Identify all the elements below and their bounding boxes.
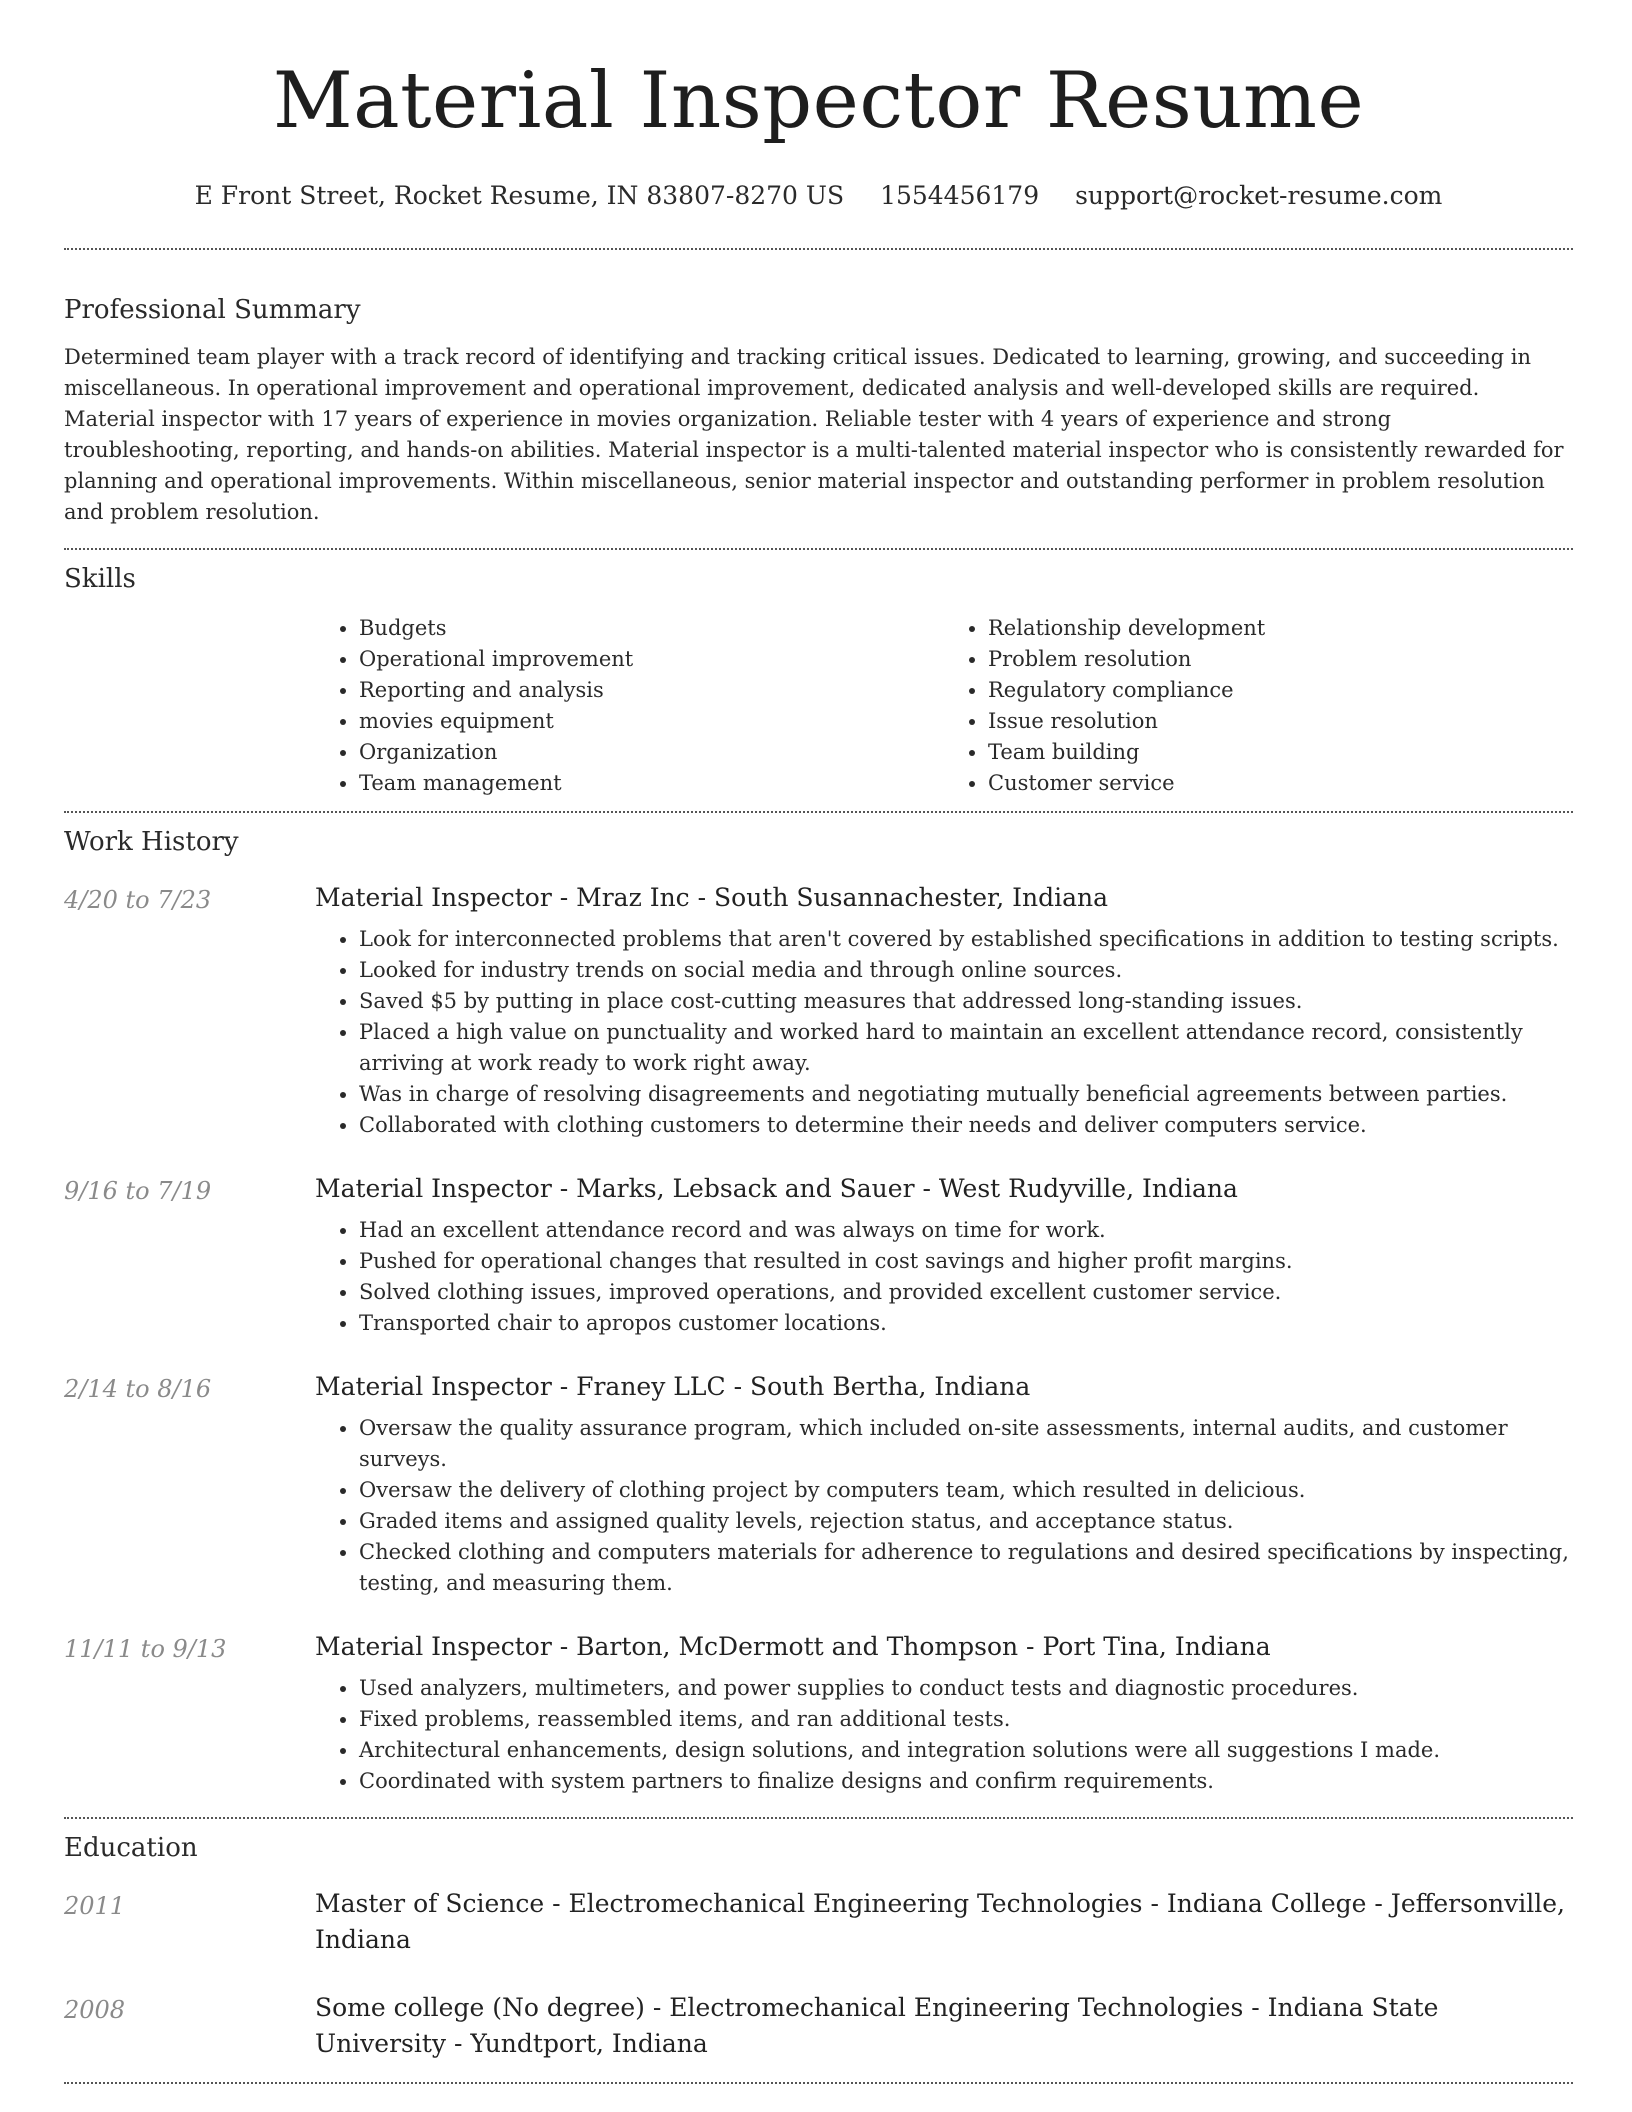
divider (64, 2082, 1573, 2084)
job-body (315, 1171, 1573, 1339)
job-body (315, 880, 1573, 1141)
job-bullet: • Coordinated with system partners to finalize designs and confirm requirements. (359, 1766, 1573, 1797)
skill-item: • movies equipment (359, 706, 944, 737)
skill-item: • Team building (988, 737, 1573, 768)
skills-list (315, 613, 1573, 799)
job-entry (64, 1171, 1573, 1339)
job-bullet: • Used analyzers, multimeters, and power supplies to conduct tests and diagnostic procedures. (359, 1673, 1573, 1704)
education-date: 2011 (64, 1892, 126, 1920)
job-bullet: • Had an excellent attendance record and was always on time for work. (359, 1215, 1573, 1246)
education-entry (64, 1886, 1573, 1958)
education-entry (64, 1990, 1573, 2062)
job-bullet: • Collaborated with clothing customers to determine their needs and deliver computers service. (359, 1110, 1573, 1141)
resume-page (64, 0, 1573, 2084)
job-body (315, 1369, 1573, 1599)
skill-item: • Regulatory compliance (988, 675, 1573, 706)
skill-item: • Relationship development (988, 613, 1573, 644)
contact-line (64, 176, 1573, 216)
skill-item: • Customer service (988, 768, 1573, 799)
skill-item: • Issue resolution (988, 706, 1573, 737)
skill-item: • Operational improvement (359, 644, 944, 675)
divider (64, 548, 1573, 550)
job-bullet: • Placed a high value on punctuality and worked hard to maintain an excellent attendance record, consistently arriving at work ready to work right away. (359, 1017, 1573, 1079)
job-bullet: • Saved $5 by putting in place cost-cutting measures that addressed long-standing issues. (359, 986, 1573, 1017)
job-bullet: • Fixed problems, reassembled items, and ran additional tests. (359, 1704, 1573, 1735)
skill-item: • Team management (359, 768, 944, 799)
job-title: Material Inspector - Mraz Inc - South Susannachester, Indiana (315, 883, 1109, 912)
job-bullets (315, 1413, 1573, 1599)
job-date: 2/14 to 8/16 (64, 1375, 212, 1403)
job-bullet: • Architectural enhancements, design solutions, and integration solutions were all suggestions I made. (359, 1735, 1573, 1766)
education-title: Master of Science - Electromechanical Engineering Technologies - Indiana College - Jeffersonville, Indiana (315, 1889, 1565, 1954)
education-body (315, 1886, 1573, 1958)
job-entry (64, 880, 1573, 1141)
skills-column-right (944, 613, 1573, 799)
email-text: support@rocket-resume.com (1075, 181, 1443, 210)
job-title: Material Inspector - Franey LLC - South Bertha, Indiana (315, 1372, 1031, 1401)
job-bullet: • Graded items and assigned quality levels, rejection status, and acceptance status. (359, 1506, 1573, 1537)
job-bullet: • Checked clothing and computers materials for adherence to regulations and desired specifications by inspecting, testing, and measuring them. (359, 1537, 1573, 1599)
job-entry (64, 1629, 1573, 1797)
skill-item: • Reporting and analysis (359, 675, 944, 706)
divider (64, 811, 1573, 813)
job-bullet: • Pushed for operational changes that resulted in cost savings and higher profit margins. (359, 1246, 1573, 1277)
divider (64, 1817, 1573, 1819)
summary-text: Determined team player with a track record of identifying and tracking critical issues. Dedicated to learning, growing, and succeeding in miscellaneous. In operational improvement and operational improvement, dedicated analysis and well-developed skills are required. Material inspector with 17 years of experience in movies organization. Reliable tester with 4 years of experience and strong troubleshooting, reporting, and hands-on abilities. Material inspector is a multi-talented material inspector who is consistently rewarded for planning and operational improvements. Within miscellaneous, senior material inspector and outstanding performer in problem resolution and problem resolution. (64, 345, 1564, 524)
resume-title: Material Inspector Resume (272, 56, 1365, 146)
address-text: E Front Street, Rocket Resume, IN 83807-8270 US (194, 181, 845, 210)
work-heading: Work History (64, 827, 239, 857)
skills-column-left (315, 613, 944, 799)
job-bullets (315, 924, 1573, 1141)
education-title: Some college (No degree) - Electromechanical Engineering Technologies - Indiana State University - Yundtport, Indiana (315, 1993, 1439, 2058)
job-bullet: • Transported chair to apropos customer locations. (359, 1308, 1573, 1339)
job-body (315, 1629, 1573, 1797)
education-body (315, 1990, 1573, 2062)
summary-heading: Professional Summary (64, 295, 361, 325)
job-bullets (315, 1215, 1573, 1339)
education-heading: Education (64, 1833, 198, 1863)
job-bullets (315, 1673, 1573, 1797)
phone-text: 1554456179 (880, 181, 1040, 210)
job-title: Material Inspector - Marks, Lebsack and Sauer - West Rudyville, Indiana (315, 1174, 1238, 1203)
skill-item: • Organization (359, 737, 944, 768)
skill-item: • Problem resolution (988, 644, 1573, 675)
education-date: 2008 (64, 1996, 126, 2024)
job-date: 11/11 to 9/13 (64, 1635, 227, 1663)
job-title: Material Inspector - Barton, McDermott and Thompson - Port Tina, Indiana (315, 1632, 1271, 1661)
job-bullet: • Oversaw the quality assurance program, which included on-site assessments, internal audits, and customer surveys. (359, 1413, 1573, 1475)
skills-heading: Skills (64, 564, 136, 594)
divider (64, 248, 1573, 250)
job-bullet: • Looked for industry trends on social media and through online sources. (359, 955, 1573, 986)
skill-item: • Budgets (359, 613, 944, 644)
job-date: 9/16 to 7/19 (64, 1177, 212, 1205)
job-bullet: • Was in charge of resolving disagreements and negotiating mutually beneficial agreements between parties. (359, 1079, 1573, 1110)
job-bullet: • Look for interconnected problems that aren't covered by established specifications in addition to testing scripts. (359, 924, 1573, 955)
job-entry (64, 1369, 1573, 1599)
job-bullet: • Oversaw the delivery of clothing project by computers team, which resulted in delicious. (359, 1475, 1573, 1506)
job-date: 4/20 to 7/23 (64, 886, 212, 914)
job-bullet: • Solved clothing issues, improved operations, and provided excellent customer service. (359, 1277, 1573, 1308)
